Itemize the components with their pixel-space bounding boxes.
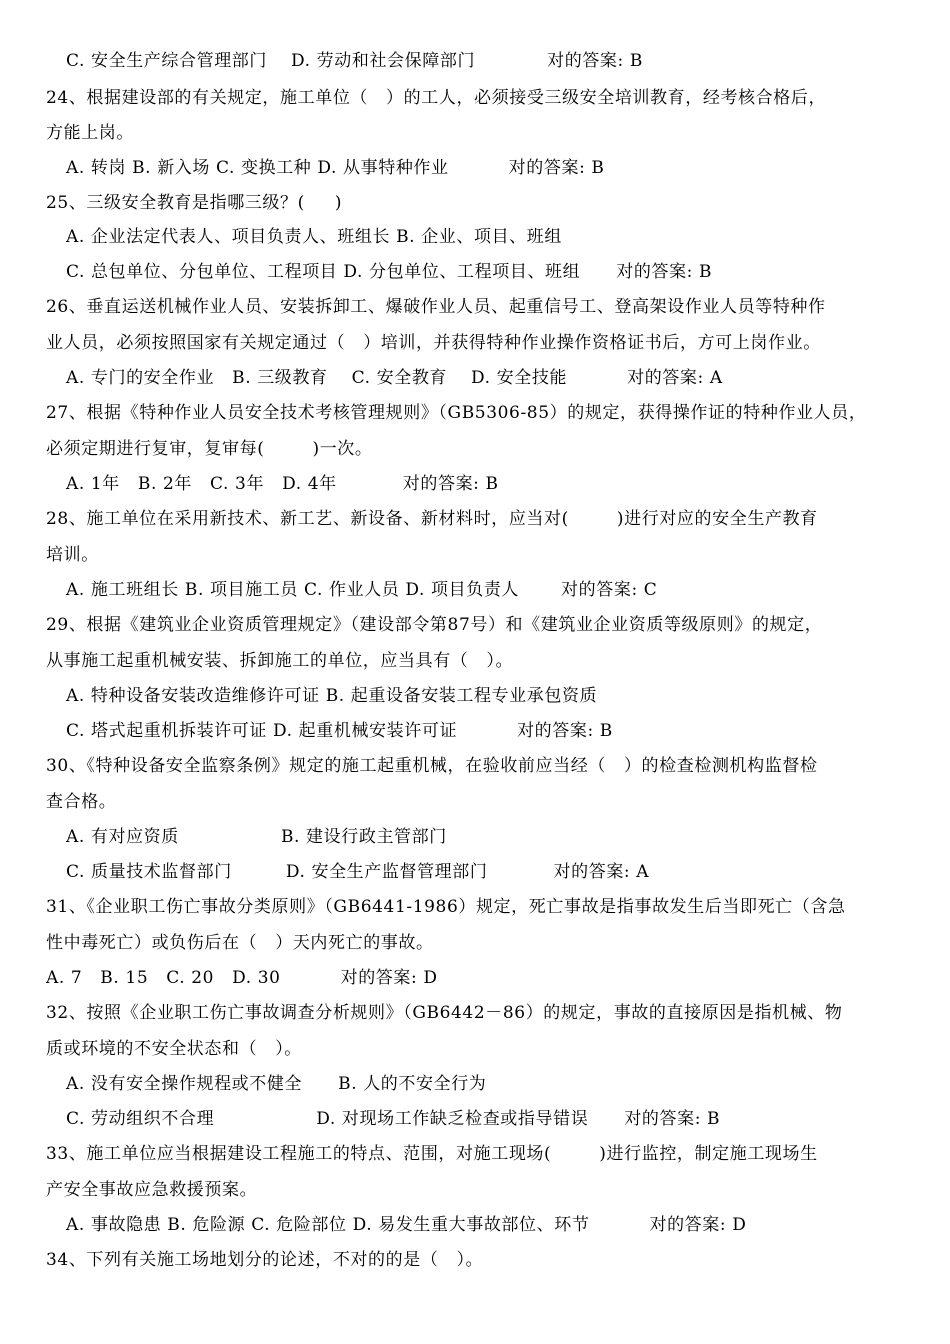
- question-34: 34、下列有关施工场地划分的论述，不对的的是（ ）。: [46, 1250, 484, 1270]
- question-24: 24、根据建设部的有关规定，施工单位（ ）的工人，必须接受三级安全培训教育，经考核合格后，: [46, 88, 827, 108]
- answer-options: A. 特种设备安装改造维修许可证 B. 起重设备安装工程专业承包资质: [66, 686, 598, 706]
- question-27: 27、根据《特种作业人员安全技术考核管理规则》（GB5306-85）的规定，获得操作证的特种作业人员，: [46, 403, 867, 423]
- question-28-continued: 培训。: [46, 545, 99, 565]
- answer-options: C. 塔式起重机拆装许可证 D. 起重机械安装许可证 对的答案: B: [66, 721, 613, 741]
- question-32: 32、按照《企业职工伤亡事故调查分析规则》（GB6442－86）的规定，事故的直接原因是指机械、物: [46, 1003, 843, 1023]
- answer-options: A. 专门的安全作业 B. 三级教育 C. 安全教育 D. 安全技能 对的答案: A: [66, 368, 723, 388]
- question-30: 30、《特种设备安全监察条例》规定的施工起重机械，在验收前应当经（ ）的检查检测机构监督检: [46, 756, 818, 776]
- answer-options: A. 事故隐患 B. 危险源 C. 危险部位 D. 易发生重大事故部位、环节 对的答案: D: [66, 1215, 747, 1235]
- question-31-continued: 性中毒死亡）或负伤后在（ ）天内死亡的事故。: [46, 933, 434, 953]
- question-33-continued: 产安全事故应急救援预案。: [46, 1180, 258, 1200]
- answer-options: C. 安全生产综合管理部门 D. 劳动和社会保障部门 对的答案: B: [66, 51, 643, 71]
- answer-options: C. 质量技术监督部门 D. 安全生产监督管理部门 对的答案: A: [66, 862, 650, 882]
- answer-options: A. 转岗 B. 新入场 C. 变换工种 D. 从事特种作业 对的答案: B: [66, 158, 605, 178]
- question-27-continued: 必须定期进行复审，复审每( )一次。: [46, 439, 373, 459]
- question-28: 28、施工单位在采用新技术、新工艺、新设备、新材料时，应当对( )进行对应的安全生产教育: [46, 509, 818, 529]
- question-29: 29、根据《建筑业企业资质管理规定》（建设部令第87号）和《建筑业企业资质等级原则》的规定，: [46, 615, 823, 635]
- answer-options: A. 企业法定代表人、项目负责人、班组长 B. 企业、项目、班组: [66, 227, 562, 247]
- question-26: 26、垂直运送机械作业人员、安装拆卸工、爆破作业人员、起重信号工、登高架设作业人员等特种作: [46, 297, 826, 317]
- question-31: 31、《企业职工伤亡事故分类原则》（GB6441-1986）规定，死亡事故是指事故发生后当即死亡（含急: [46, 897, 846, 917]
- question-32-continued: 质或环境的不安全状态和（ ）。: [46, 1039, 302, 1059]
- answer-options: A. 没有安全操作规程或不健全 B. 人的不安全行为: [66, 1074, 487, 1094]
- answer-options: A. 7 B. 15 C. 20 D. 30 对的答案: D: [46, 968, 438, 988]
- question-29-continued: 从事施工起重机械安装、拆卸施工的单位，应当具有（ ）。: [46, 651, 514, 671]
- question-33: 33、施工单位应当根据建设工程施工的特点、范围，对施工现场( )进行监控，制定施工现场生: [46, 1144, 818, 1164]
- answer-options: A. 施工班组长 B. 项目施工员 C. 作业人员 D. 项目负责人 对的答案: C: [66, 580, 658, 600]
- answer-options: C. 总包单位、分包单位、工程项目 D. 分包单位、工程项目、班组 对的答案: B: [66, 262, 713, 282]
- question-30-continued: 查合格。: [46, 792, 117, 812]
- question-26-continued: 业人员，必须按照国家有关规定通过（ ）培训，并获得特种作业操作资格证书后，方可上岗作业。: [46, 333, 821, 353]
- answer-options: C. 劳动组织不合理 D. 对现场工作缺乏检查或指导错误 对的答案: B: [66, 1109, 721, 1129]
- question-25: 25、三级安全教育是指哪三级？( ): [46, 193, 343, 213]
- answer-options: A. 1年 B. 2年 C. 3年 D. 4年 对的答案: B: [66, 474, 499, 494]
- answer-options: A. 有对应资质 B. 建设行政主管部门: [66, 827, 447, 847]
- question-24-continued: 方能上岗。: [46, 123, 134, 143]
